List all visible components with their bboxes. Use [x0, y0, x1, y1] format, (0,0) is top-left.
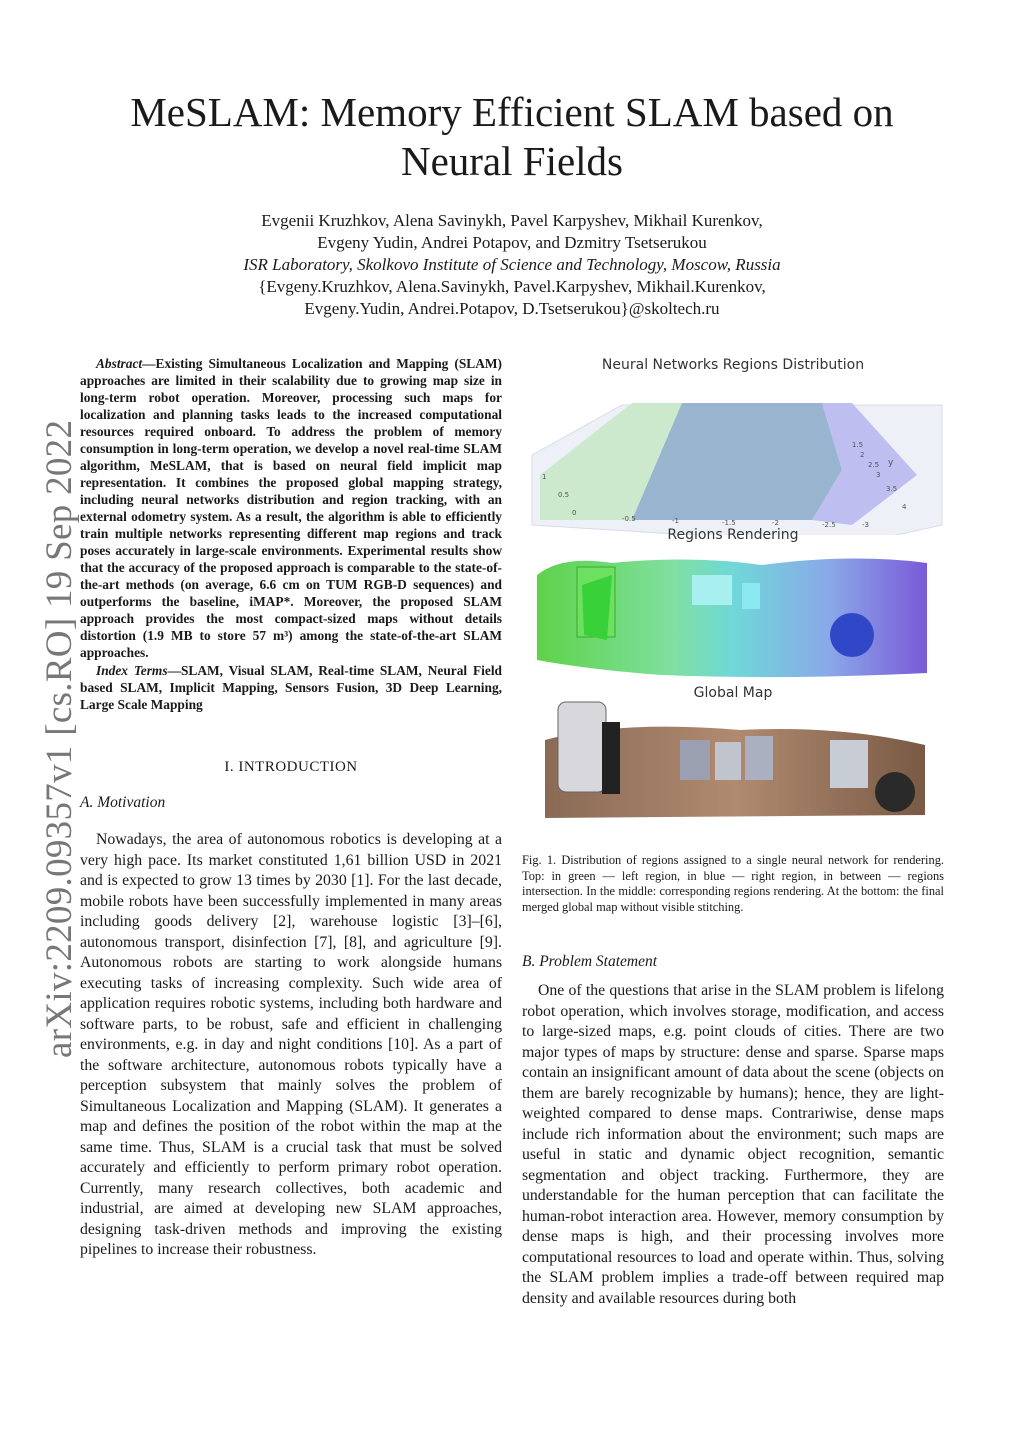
author-block — [80, 210, 944, 320]
tick-4: 4 — [902, 503, 907, 511]
motivation-paragraph: Nowadays, the area of autonomous robotics is developing at a very high pace. Its market constituted 1,61 billion USD in 2021 and is expected to grow 13 times by 2030 [1]. For the last decade, mobile robots have been successfully implemented in many areas including goods delivery [2], warehouse logistic [3]–[6], autonomous transport, disinfection [7], [8], and agriculture [9]. Autonomous robots are starting to work alongside humans executing tasks of increasing complexity. Such wide area of application requires robotic systems, including both hardware and software parts, to be robust, safe and efficient in challenging environments, e.g. in day and night conditions [10]. As a part of the software architecture, autonomous robots typically have a perception subsystem that mainly solves the problem of Simultaneous Localization and Mapping (SLAM). It generates a map and defines the position of the robot within the map at the same time. Thus, SLAM is a crucial task that must be solved accurately and efficiently to perform primary robot operation. Currently, many research collectives, both academic and industrial, are aimed at developing new SLAM approaches, designing task-driven methods and improving the existing pipelines to increase their robustness. — [80, 831, 502, 1258]
regions-distribution-plot — [522, 375, 944, 535]
emails-line-1: {Evgeny.Kruzhkov, Alena.Savinykh, Pavel.Karpyshev, Mikhail.Kurenkov, — [258, 277, 766, 296]
section-heading: I. INTRODUCTION — [224, 759, 358, 775]
tick-2-5: 2.5 — [868, 461, 880, 469]
cyan-box — [692, 575, 732, 605]
tick-3: 3 — [876, 471, 881, 479]
gray-box-2 — [715, 742, 741, 780]
green-wedge — [582, 575, 612, 640]
emails-line-2: Evgeny.Yudin, Andrei.Potapov, D.Tsetserukou}@skoltech.ru — [304, 299, 720, 318]
gray-box-3 — [745, 736, 773, 780]
axis-y-label: y — [888, 458, 894, 468]
dark-sphere — [875, 772, 915, 812]
left-column — [80, 355, 502, 1261]
tick-b-m0-5: -0.5 — [622, 515, 636, 523]
figure-1 — [522, 355, 944, 835]
blue-sphere — [830, 613, 874, 657]
abstract-text: —Existing Simultaneous Localization and Mapping (SLAM) approaches are limited in their scalability due to growing map size in long-term robot operation. Moreover, processing such maps for localization and planning tasks leads to the increased computational resources required onboard. To address the problem of memory consumption in long-term operation, we develop a novel real-time SLAM algorithm, MeSLAM, that is based on neural field implicit map representation. It combines the proposed global mapping strategy, including neural networks distribution and region tracking, with an external odometry system. As a result, the algorithm is able to efficiently train multiple networks representing different map regions and track poses accurately in large-scale environments. Experimental results show that the accuracy of the proposed approach is comparable to the state-of-the-art methods (on average, 6.6 cm on TUM RGB-D sequences) and outperforms the baseline, iMAP*. Moreover, the proposed SLAM approach provides the most compact-sized maps without details distortion (1.9 MB to store 57 m³) among the state-of-the-art SLAM approaches. — [80, 356, 502, 660]
subsection-motivation: A. Motivation — [80, 794, 166, 811]
arxiv-stamp: arXiv:2209.09357v1 [cs.RO] 19 Sep 2022 — [39, 419, 80, 1058]
subsection-problem-statement: B. Problem Statement — [522, 953, 658, 970]
global-map-image — [540, 700, 930, 820]
affiliation: ISR Laboratory, Skolkovo Institute of Science and Technology, Moscow, Russia — [243, 255, 781, 274]
tick-b-m2-5: -2.5 — [822, 521, 836, 529]
panel-title-regions-rendering: Regions Rendering — [667, 527, 799, 543]
figure-caption: Fig. 1. Distribution of regions assigned to a single neural network for rendering. Top: in green — left region, in blue — right region, in between — regions intersection. In the middle: corresponding regions rendering. At the bottom: the final merged global map without visible stitching. — [522, 853, 944, 914]
regions-rendering-image — [532, 545, 932, 680]
tick-b-0-5: 0.5 — [558, 491, 570, 499]
authors-line-1: Evgenii Kruzhkov, Alena Savinykh, Pavel Karpyshev, Mikhail Kurenkov, — [261, 211, 763, 230]
problem-paragraph: One of the questions that arise in the SLAM problem is lifelong robot operation, which involves storage, modification, and access to large-sized maps, e.g. point clouds of cities. There are two major types of maps by structure: dense and sparse. Sparse maps contain an insignificant amount of data about the scene (objects on them are barely recognizable by humans); hence, they are light-weighted compared to dense maps. Contrariwise, dense maps include rich information about the environment; such maps are useful in static and dynamic object recognition, semantic segmentation and object tracking. Furthermore, they are understandable for the human perception that can facilitate the human-robot interaction area. However, memory consumption by dense maps is high, and their processing involves more computational resources to load and operate within. Thus, solving the SLAM problem implies a trade-off between required map density and available resources during both — [522, 982, 944, 1307]
tall-block — [558, 702, 606, 792]
index-terms — [80, 662, 502, 713]
tick-2: 2 — [860, 451, 865, 459]
panel-title-global-map: Global Map — [693, 685, 773, 701]
index-terms-text: —SLAM, Visual SLAM, Real-time SLAM, Neural Field based SLAM, Implicit Mapping, Sensors Fusion, 3D Deep Learning, Large Scale Mapping — [80, 663, 502, 712]
right-column — [522, 355, 944, 1309]
authors-line-2: Evgeny Yudin, Andrei Potapov, and Dzmitry Tsetserukou — [317, 233, 707, 252]
abstract-label: Abstract — [96, 356, 143, 371]
tick-b-0: 0 — [572, 509, 577, 517]
gray-box-4 — [830, 740, 868, 788]
tick-3-5: 3.5 — [886, 485, 898, 493]
abstract — [80, 355, 502, 661]
index-terms-label: Index Terms — [96, 663, 168, 678]
tick-b-m1-5: -1.5 — [722, 519, 736, 527]
dark-slab — [602, 722, 620, 794]
tick-1-5: 1.5 — [852, 441, 864, 449]
paper-title: MeSLAM: Memory Efficient SLAM based on Neural Fields — [130, 89, 894, 184]
panel-title-regions-distribution: Neural Networks Regions Distribution — [601, 357, 865, 373]
tick-b-m3: -3 — [862, 521, 869, 529]
tick-b-m1: -1 — [672, 517, 679, 525]
gray-box-1 — [680, 740, 710, 780]
tick-b-1: 1 — [542, 473, 547, 481]
cyan-small-box — [742, 583, 760, 609]
tick-b-m2: -2 — [772, 519, 779, 527]
